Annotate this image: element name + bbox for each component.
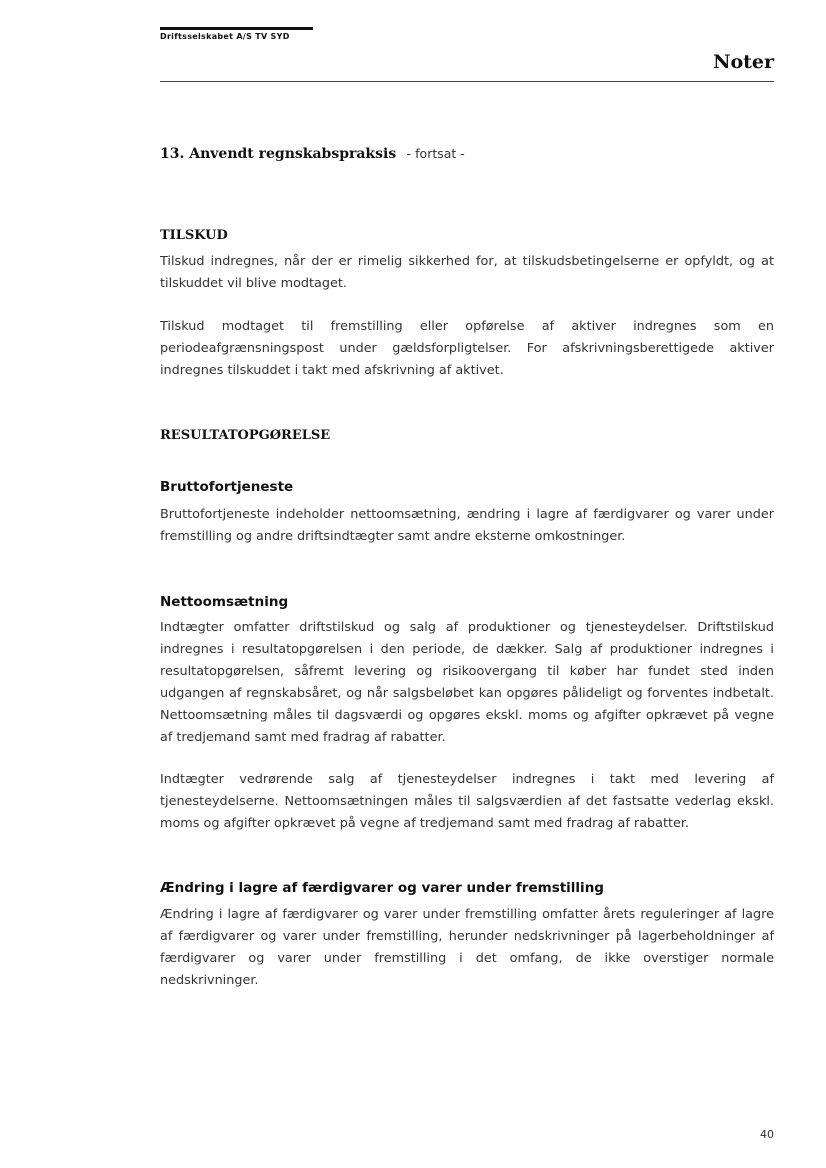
heading-tilskud: TILSKUD [160, 228, 228, 243]
paragraph-nettoomsaetning-2: Indtægter vedrørende salg af tjenesteydelser indregnes i takt med levering af tjenesteydelserne. Nettoomsætningen måles til salgsværdien af det fastsatte vederlag ekskl. moms og afgifter opkrævet på vegne af tredjemand samt med fradrag af rabatter. [160, 772, 774, 831]
paragraph-tilskud-1: Tilskud indregnes, når der er rimelig sikkerhed for, at tilskudsbetingelserne er opfyldt, og at tilskuddet vil blive modtaget. [160, 254, 774, 291]
page-number: 40 [760, 1128, 774, 1141]
paragraph-aendring-i-lagre: Ændring i lagre af færdigvarer og varer under fremstilling omfatter årets reguleringer af lagre af færdigvarer og varer under fremstilling, herunder nedskrivninger på lagerbeholdninger af færdigvarer og varer under fremstilling i det omfang, de ikke overstiger normale nedskrivninger. [160, 907, 774, 988]
paragraph-tilskud-2: Tilskud modtaget til fremstilling eller opførelse af aktiver indregnes som en periodeafgrænsningspost under gældsforpligtelser. For afskrivningsberettigede aktiver indregnes tilskuddet i takt med afskrivning af aktivet. [160, 319, 774, 378]
company-name: Driftsselskabet A/S TV SYD [160, 32, 290, 41]
paragraph-bruttofortjeneste: Bruttofortjeneste indeholder nettoomsætning, ændring i lagre af færdigvarer og varer under fremstilling og andre driftsindtægter samt andre eksterne omkostninger. [160, 507, 774, 544]
page-title: Noter [713, 51, 774, 73]
header-bar [160, 27, 313, 30]
heading-aendring-i-lagre: Ændring i lagre af færdigvarer og varer under fremstilling [160, 880, 604, 896]
section-continued: - fortsat - [406, 146, 465, 161]
section-heading [160, 146, 465, 162]
heading-resultatopgoerelse: RESULTATOPGØRELSE [160, 428, 331, 443]
heading-nettoomsaetning: Nettoomsætning [160, 594, 289, 610]
paragraph-nettoomsaetning-1: Indtægter omfatter driftstilskud og salg af produktioner og tjenesteydelser. Driftstilskud indregnes i resultatopgørelsen i den periode, de dækker. Salg af produktioner indregnes i resultatopgørelsen, såfremt levering og risikoovergang til køber har fundet sted inden udgangen af regnskabsåret, og når salgsbeløbet kan opgøres pålideligt og forventes indbetalt. Nettoomsætning måles til dagsværdi og opgøres ekskl. moms og afgifter opkrævet på vegne af tredjemand samt med fradrag af rabatter. [160, 620, 774, 745]
section-number-title: 13. Anvendt regnskabspraksis [160, 146, 397, 162]
header-divider [160, 81, 774, 82]
heading-bruttofortjeneste: Bruttofortjeneste [160, 479, 294, 495]
